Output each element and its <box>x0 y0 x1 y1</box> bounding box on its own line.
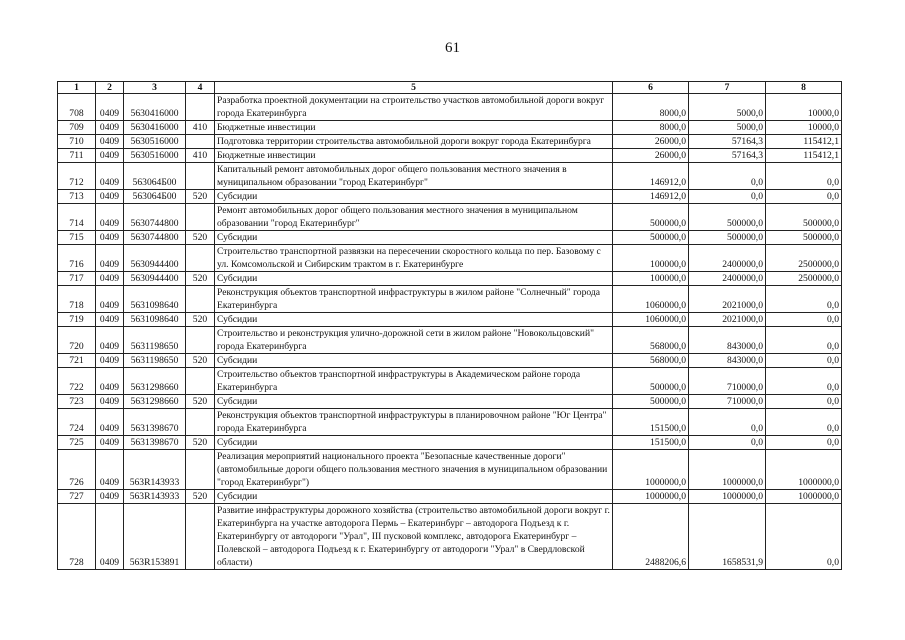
table-row <box>58 190 842 204</box>
table-row <box>58 121 842 135</box>
table-row <box>58 163 842 190</box>
amount-col8-cell: 0,0 <box>766 436 842 450</box>
section-code-cell: 0409 <box>96 395 124 409</box>
page-number: 61 <box>445 40 460 56</box>
amount-col7-cell: 1658531,9 <box>689 504 766 570</box>
expense-type-cell <box>186 163 215 190</box>
column-header: 7 <box>689 82 766 94</box>
row-number-cell: 715 <box>58 231 96 245</box>
target-code-cell: 5630516000 <box>124 149 186 163</box>
table-row <box>58 149 842 163</box>
table-row <box>58 245 842 272</box>
item-name-cell: Ремонт автомобильных дорог общего пользования местного значения в муниципальном образовании "город Екатеринбург" <box>215 204 613 231</box>
amount-col6-cell: 568000,0 <box>613 354 689 368</box>
amount-col7-cell: 710000,0 <box>689 395 766 409</box>
amount-col8-cell: 0,0 <box>766 286 842 313</box>
table-row <box>58 231 842 245</box>
table-row <box>58 354 842 368</box>
section-code-cell: 0409 <box>96 163 124 190</box>
expense-type-cell: 520 <box>186 436 215 450</box>
item-name-cell: Строительство и реконструкция улично-дорожной сети в жилом районе "Новокольцовский" города Екатеринбурга <box>215 327 613 354</box>
amount-col6-cell: 146912,0 <box>613 190 689 204</box>
amount-col6-cell: 151500,0 <box>613 409 689 436</box>
amount-col7-cell: 57164,3 <box>689 149 766 163</box>
section-code-cell: 0409 <box>96 245 124 272</box>
amount-col6-cell: 1060000,0 <box>613 286 689 313</box>
amount-col7-cell: 500000,0 <box>689 204 766 231</box>
target-code-cell: 5631298660 <box>124 368 186 395</box>
amount-col6-cell: 8000,0 <box>613 121 689 135</box>
item-name-cell: Субсидии <box>215 395 613 409</box>
target-code-cell: 5631098640 <box>124 286 186 313</box>
amount-col7-cell: 500000,0 <box>689 231 766 245</box>
amount-col7-cell: 0,0 <box>689 190 766 204</box>
section-code-cell: 0409 <box>96 149 124 163</box>
target-code-cell: 563064Б00 <box>124 190 186 204</box>
row-number-cell: 709 <box>58 121 96 135</box>
column-header: 3 <box>124 82 186 94</box>
amount-col8-cell: 0,0 <box>766 368 842 395</box>
section-code-cell: 0409 <box>96 450 124 490</box>
table-row <box>58 327 842 354</box>
expense-type-cell <box>186 204 215 231</box>
amount-col6-cell: 26000,0 <box>613 135 689 149</box>
table-row <box>58 368 842 395</box>
amount-col6-cell: 1000000,0 <box>613 450 689 490</box>
item-name-cell: Реконструкция объектов транспортной инфраструктуры в жилом районе "Солнечный" города Екатеринбурга <box>215 286 613 313</box>
expense-type-cell <box>186 409 215 436</box>
expense-type-cell: 520 <box>186 490 215 504</box>
row-number-cell: 716 <box>58 245 96 272</box>
item-name-cell: Развитие инфраструктуры дорожного хозяйства (строительство автомобильной дороги вокруг г. Екатеринбурга на участке автодорога Пермь – Екатеринбург – автодорога Подъезд к г. Екатеринбургу от автодороги "Урал", III пусковой комплекс, автодорога Екатеринбург – Полевской – автодорога Подъезд к г. Екатеринбургу от автодороги "Урал" в Свердловской области) <box>215 504 613 570</box>
amount-col6-cell: 151500,0 <box>613 436 689 450</box>
row-number-cell: 720 <box>58 327 96 354</box>
expense-type-cell <box>186 368 215 395</box>
item-name-cell: Бюджетные инвестиции <box>215 149 613 163</box>
item-name-cell: Подготовка территории строительства автомобильной дороги вокруг города Екатеринбурга <box>215 135 613 149</box>
item-name-cell: Бюджетные инвестиции <box>215 121 613 135</box>
amount-col8-cell: 10000,0 <box>766 121 842 135</box>
section-code-cell: 0409 <box>96 121 124 135</box>
section-code-cell: 0409 <box>96 354 124 368</box>
item-name-cell: Строительство транспортной развязки на пересечении скоростного кольца по пер. Базовому с ул. Комсомольской и Сибирским трактом в г. Екатеринбурге <box>215 245 613 272</box>
target-code-cell: 5631398670 <box>124 409 186 436</box>
row-number-cell: 722 <box>58 368 96 395</box>
amount-col6-cell: 1060000,0 <box>613 313 689 327</box>
section-code-cell: 0409 <box>96 490 124 504</box>
target-code-cell: 5630744800 <box>124 231 186 245</box>
amount-col7-cell: 710000,0 <box>689 368 766 395</box>
target-code-cell: 5631198650 <box>124 354 186 368</box>
row-number-cell: 714 <box>58 204 96 231</box>
table-row <box>58 272 842 286</box>
budget-table <box>57 81 842 570</box>
amount-col8-cell: 1000000,0 <box>766 450 842 490</box>
section-code-cell: 0409 <box>96 231 124 245</box>
amount-col7-cell: 5000,0 <box>689 121 766 135</box>
target-code-cell: 563R153891 <box>124 504 186 570</box>
item-name-cell: Субсидии <box>215 231 613 245</box>
amount-col6-cell: 8000,0 <box>613 94 689 121</box>
table-row <box>58 135 842 149</box>
table-row <box>58 490 842 504</box>
target-code-cell: 5631098640 <box>124 313 186 327</box>
amount-col8-cell: 2500000,0 <box>766 272 842 286</box>
amount-col8-cell: 500000,0 <box>766 204 842 231</box>
amount-col8-cell: 0,0 <box>766 395 842 409</box>
amount-col6-cell: 146912,0 <box>613 163 689 190</box>
target-code-cell: 563R143933 <box>124 490 186 504</box>
target-code-cell: 5630416000 <box>124 94 186 121</box>
row-number-cell: 723 <box>58 395 96 409</box>
item-name-cell: Строительство объектов транспортной инфраструктуры в Академическом районе города Екатеринбурга <box>215 368 613 395</box>
item-name-cell: Капитальный ремонт автомобильных дорог общего пользования местного значения в муниципальном образовании "город Екатеринбург" <box>215 163 613 190</box>
table-row <box>58 504 842 570</box>
amount-col8-cell: 0,0 <box>766 313 842 327</box>
amount-col6-cell: 500000,0 <box>613 204 689 231</box>
row-number-cell: 718 <box>58 286 96 313</box>
item-name-cell: Субсидии <box>215 354 613 368</box>
amount-col8-cell: 1000000,0 <box>766 490 842 504</box>
amount-col8-cell: 0,0 <box>766 163 842 190</box>
amount-col6-cell: 500000,0 <box>613 395 689 409</box>
section-code-cell: 0409 <box>96 436 124 450</box>
expense-type-cell <box>186 286 215 313</box>
target-code-cell: 5631398670 <box>124 436 186 450</box>
amount-col8-cell: 0,0 <box>766 504 842 570</box>
section-code-cell: 0409 <box>96 94 124 121</box>
row-number-cell: 728 <box>58 504 96 570</box>
column-header: 4 <box>186 82 215 94</box>
amount-col7-cell: 2400000,0 <box>689 245 766 272</box>
column-header: 1 <box>58 82 96 94</box>
amount-col7-cell: 1000000,0 <box>689 450 766 490</box>
row-number-cell: 708 <box>58 94 96 121</box>
expense-type-cell <box>186 504 215 570</box>
amount-col7-cell: 57164,3 <box>689 135 766 149</box>
target-code-cell: 5630416000 <box>124 121 186 135</box>
amount-col7-cell: 0,0 <box>689 436 766 450</box>
section-code-cell: 0409 <box>96 204 124 231</box>
amount-col8-cell: 0,0 <box>766 327 842 354</box>
amount-col8-cell: 0,0 <box>766 190 842 204</box>
item-name-cell: Субсидии <box>215 436 613 450</box>
item-name-cell: Реконструкция объектов транспортной инфраструктуры в планировочном районе "Юг Центра" города Екатеринбурга <box>215 409 613 436</box>
section-code-cell: 0409 <box>96 409 124 436</box>
amount-col6-cell: 100000,0 <box>613 272 689 286</box>
amount-col7-cell: 0,0 <box>689 409 766 436</box>
expense-type-cell <box>186 450 215 490</box>
table-row <box>58 436 842 450</box>
column-header: 6 <box>613 82 689 94</box>
item-name-cell: Субсидии <box>215 490 613 504</box>
expense-type-cell: 520 <box>186 272 215 286</box>
row-number-cell: 717 <box>58 272 96 286</box>
amount-col8-cell: 0,0 <box>766 409 842 436</box>
expense-type-cell <box>186 94 215 121</box>
row-number-cell: 724 <box>58 409 96 436</box>
item-name-cell: Разработка проектной документации на строительство участков автомобильной дороги вокруг города Екатеринбурга <box>215 94 613 121</box>
amount-col8-cell: 500000,0 <box>766 231 842 245</box>
item-name-cell: Субсидии <box>215 190 613 204</box>
amount-col6-cell: 1000000,0 <box>613 490 689 504</box>
item-name-cell: Реализация мероприятий национального проекта "Безопасные качественные дороги" (автомобильные дороги общего пользования местного значения в муниципальном образовании "город Екатеринбург") <box>215 450 613 490</box>
table-row <box>58 94 842 121</box>
section-code-cell: 0409 <box>96 313 124 327</box>
table-row <box>58 313 842 327</box>
column-header: 8 <box>766 82 842 94</box>
table-body <box>58 94 842 570</box>
row-number-cell: 727 <box>58 490 96 504</box>
target-code-cell: 563R143933 <box>124 450 186 490</box>
table-row <box>58 204 842 231</box>
table-row <box>58 450 842 490</box>
target-code-cell: 5630744800 <box>124 204 186 231</box>
row-number-cell: 713 <box>58 190 96 204</box>
section-code-cell: 0409 <box>96 272 124 286</box>
amount-col6-cell: 500000,0 <box>613 231 689 245</box>
section-code-cell: 0409 <box>96 190 124 204</box>
section-code-cell: 0409 <box>96 327 124 354</box>
row-number-cell: 712 <box>58 163 96 190</box>
table-row <box>58 286 842 313</box>
section-code-cell: 0409 <box>96 368 124 395</box>
section-code-cell: 0409 <box>96 135 124 149</box>
column-header: 2 <box>96 82 124 94</box>
expense-type-cell: 520 <box>186 313 215 327</box>
target-code-cell: 563064Б00 <box>124 163 186 190</box>
target-code-cell: 5630516000 <box>124 135 186 149</box>
target-code-cell: 5630944400 <box>124 272 186 286</box>
expense-type-cell: 410 <box>186 121 215 135</box>
amount-col8-cell: 10000,0 <box>766 94 842 121</box>
table-row <box>58 409 842 436</box>
amount-col6-cell: 2488206,6 <box>613 504 689 570</box>
amount-col8-cell: 115412,1 <box>766 135 842 149</box>
expense-type-cell <box>186 245 215 272</box>
amount-col6-cell: 100000,0 <box>613 245 689 272</box>
amount-col7-cell: 843000,0 <box>689 327 766 354</box>
amount-col7-cell: 0,0 <box>689 163 766 190</box>
row-number-cell: 726 <box>58 450 96 490</box>
amount-col8-cell: 2500000,0 <box>766 245 842 272</box>
expense-type-cell <box>186 327 215 354</box>
amount-col6-cell: 500000,0 <box>613 368 689 395</box>
amount-col7-cell: 2021000,0 <box>689 286 766 313</box>
expense-type-cell: 520 <box>186 395 215 409</box>
expense-type-cell <box>186 135 215 149</box>
section-code-cell: 0409 <box>96 504 124 570</box>
expense-type-cell: 520 <box>186 354 215 368</box>
table-row <box>58 395 842 409</box>
row-number-cell: 711 <box>58 149 96 163</box>
amount-col8-cell: 115412,1 <box>766 149 842 163</box>
amount-col6-cell: 568000,0 <box>613 327 689 354</box>
expense-type-cell: 520 <box>186 190 215 204</box>
row-number-cell: 725 <box>58 436 96 450</box>
section-code-cell: 0409 <box>96 286 124 313</box>
column-header: 5 <box>215 82 613 94</box>
amount-col7-cell: 5000,0 <box>689 94 766 121</box>
target-code-cell: 5630944400 <box>124 245 186 272</box>
row-number-cell: 710 <box>58 135 96 149</box>
amount-col7-cell: 2400000,0 <box>689 272 766 286</box>
amount-col6-cell: 26000,0 <box>613 149 689 163</box>
amount-col7-cell: 1000000,0 <box>689 490 766 504</box>
target-code-cell: 5631198650 <box>124 327 186 354</box>
expense-type-cell: 410 <box>186 149 215 163</box>
row-number-cell: 721 <box>58 354 96 368</box>
target-code-cell: 5631298660 <box>124 395 186 409</box>
expense-type-cell: 520 <box>186 231 215 245</box>
amount-col8-cell: 0,0 <box>766 354 842 368</box>
item-name-cell: Субсидии <box>215 313 613 327</box>
amount-col7-cell: 843000,0 <box>689 354 766 368</box>
item-name-cell: Субсидии <box>215 272 613 286</box>
row-number-cell: 719 <box>58 313 96 327</box>
table-header-row <box>58 82 842 94</box>
amount-col7-cell: 2021000,0 <box>689 313 766 327</box>
